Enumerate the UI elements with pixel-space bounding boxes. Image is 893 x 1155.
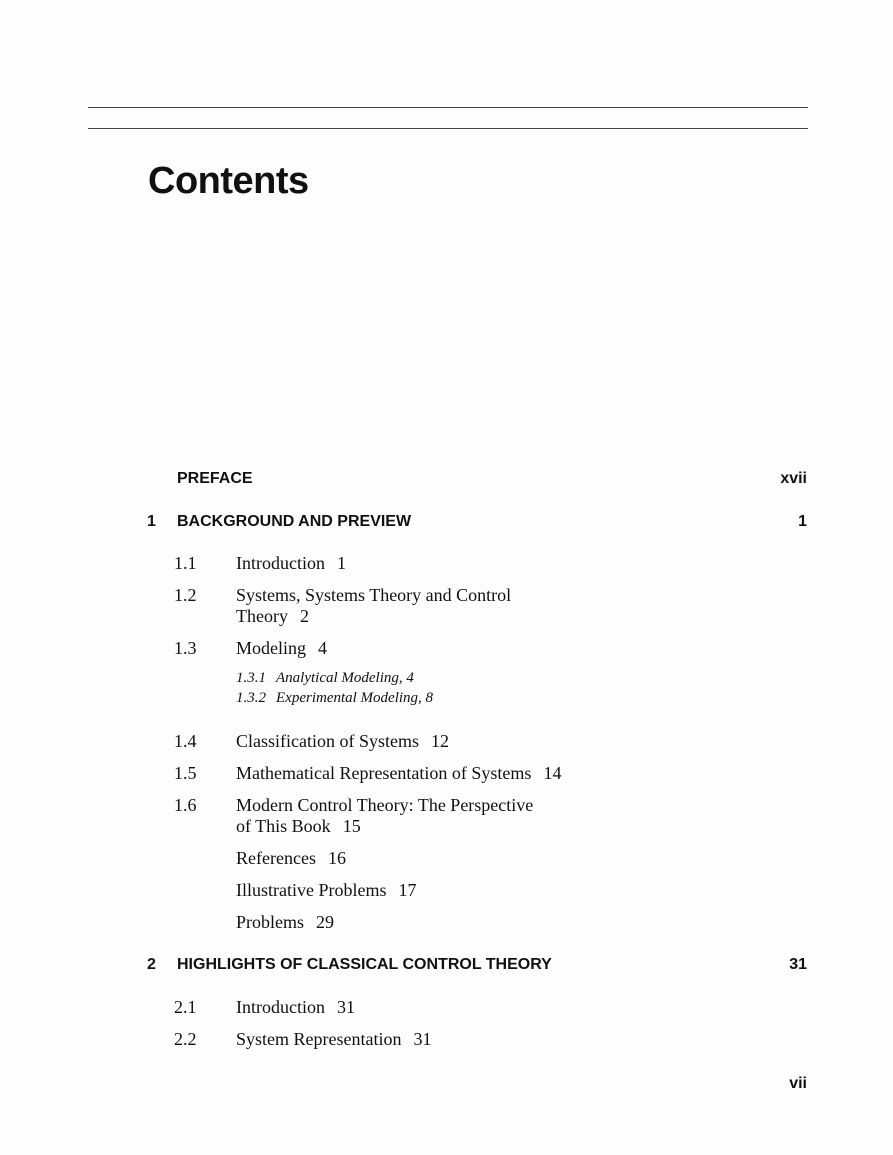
section-title-line bbox=[236, 880, 416, 901]
section-number: 1.6 bbox=[174, 795, 197, 815]
section-page: 17 bbox=[398, 880, 417, 900]
section-title-line bbox=[236, 912, 334, 933]
chapter-page: xvii bbox=[780, 470, 807, 487]
section-number: 2.1 bbox=[174, 997, 197, 1017]
subsection-page: 4 bbox=[406, 670, 414, 686]
section-title: of This Book bbox=[236, 816, 331, 836]
section-title-line-2 bbox=[236, 816, 361, 837]
section-page: 4 bbox=[318, 638, 327, 658]
top-rule bbox=[88, 107, 808, 108]
section-page: 29 bbox=[316, 912, 335, 932]
section-page: 16 bbox=[327, 848, 346, 868]
section-title: References bbox=[236, 848, 316, 868]
section-title: Introduction bbox=[236, 997, 325, 1017]
chapter-title: PREFACE bbox=[177, 470, 253, 487]
section-number: 2.2 bbox=[174, 1029, 197, 1049]
section-number: 1.2 bbox=[174, 585, 197, 605]
section-number: 1.1 bbox=[174, 553, 197, 573]
section-page: 2 bbox=[299, 606, 309, 626]
section-page: 14 bbox=[543, 763, 562, 783]
section-title: Problems bbox=[236, 912, 305, 932]
subsection-page: 8 bbox=[425, 690, 434, 706]
chapter-title: HIGHLIGHTS OF CLASSICAL CONTROL THEORY bbox=[177, 956, 552, 973]
section-title-line-1: Systems, Systems Theory and Control bbox=[236, 585, 512, 605]
section-title: Mathematical Representation of Systems bbox=[236, 763, 532, 783]
page-title: Contents bbox=[148, 160, 309, 202]
section-title: Classification of Systems bbox=[236, 731, 419, 751]
section-title-line-2 bbox=[236, 606, 309, 627]
section-page: 12 bbox=[431, 731, 449, 751]
section-title-line bbox=[236, 1029, 431, 1050]
subsection-title: Analytical Modeling, bbox=[276, 670, 403, 686]
section-page: 1 bbox=[336, 553, 346, 573]
subsection-number: 1.3.1 bbox=[236, 670, 266, 686]
section-title-line-1: Modern Control Theory: The Perspective bbox=[236, 795, 534, 815]
chapter-page: 31 bbox=[789, 956, 807, 973]
section-title-line bbox=[236, 848, 346, 869]
section-number: 1.5 bbox=[174, 763, 197, 783]
section-title: Introduction bbox=[236, 553, 325, 573]
section-title: Modeling bbox=[236, 638, 306, 658]
chapter-title: BACKGROUND AND PREVIEW bbox=[177, 513, 412, 530]
second-rule bbox=[88, 128, 808, 129]
section-title-line bbox=[236, 763, 561, 784]
section-title-line bbox=[236, 553, 346, 574]
page-number: vii bbox=[789, 1075, 807, 1092]
section-number: 1.3 bbox=[174, 638, 197, 658]
section-title-line bbox=[236, 997, 355, 1018]
chapter-number: 1 bbox=[147, 513, 156, 530]
section-page: 15 bbox=[342, 816, 361, 836]
toc-subsection-1-3-2[interactable] bbox=[236, 690, 433, 707]
chapter-number: 2 bbox=[147, 956, 156, 973]
chapter-page: 1 bbox=[798, 513, 807, 530]
section-title: Theory bbox=[236, 606, 288, 626]
subsection-title: Experimental Modeling, bbox=[276, 690, 422, 706]
section-title: System Representation bbox=[236, 1029, 402, 1049]
subsection-number: 1.3.2 bbox=[236, 690, 266, 706]
toc-subsection-1-3-1[interactable] bbox=[236, 670, 414, 687]
section-title-line bbox=[236, 638, 327, 659]
section-title-line bbox=[236, 731, 449, 752]
section-page: 31 bbox=[413, 1029, 432, 1049]
section-title: Illustrative Problems bbox=[236, 880, 387, 900]
section-page: 31 bbox=[336, 997, 355, 1017]
section-number: 1.4 bbox=[174, 731, 197, 751]
